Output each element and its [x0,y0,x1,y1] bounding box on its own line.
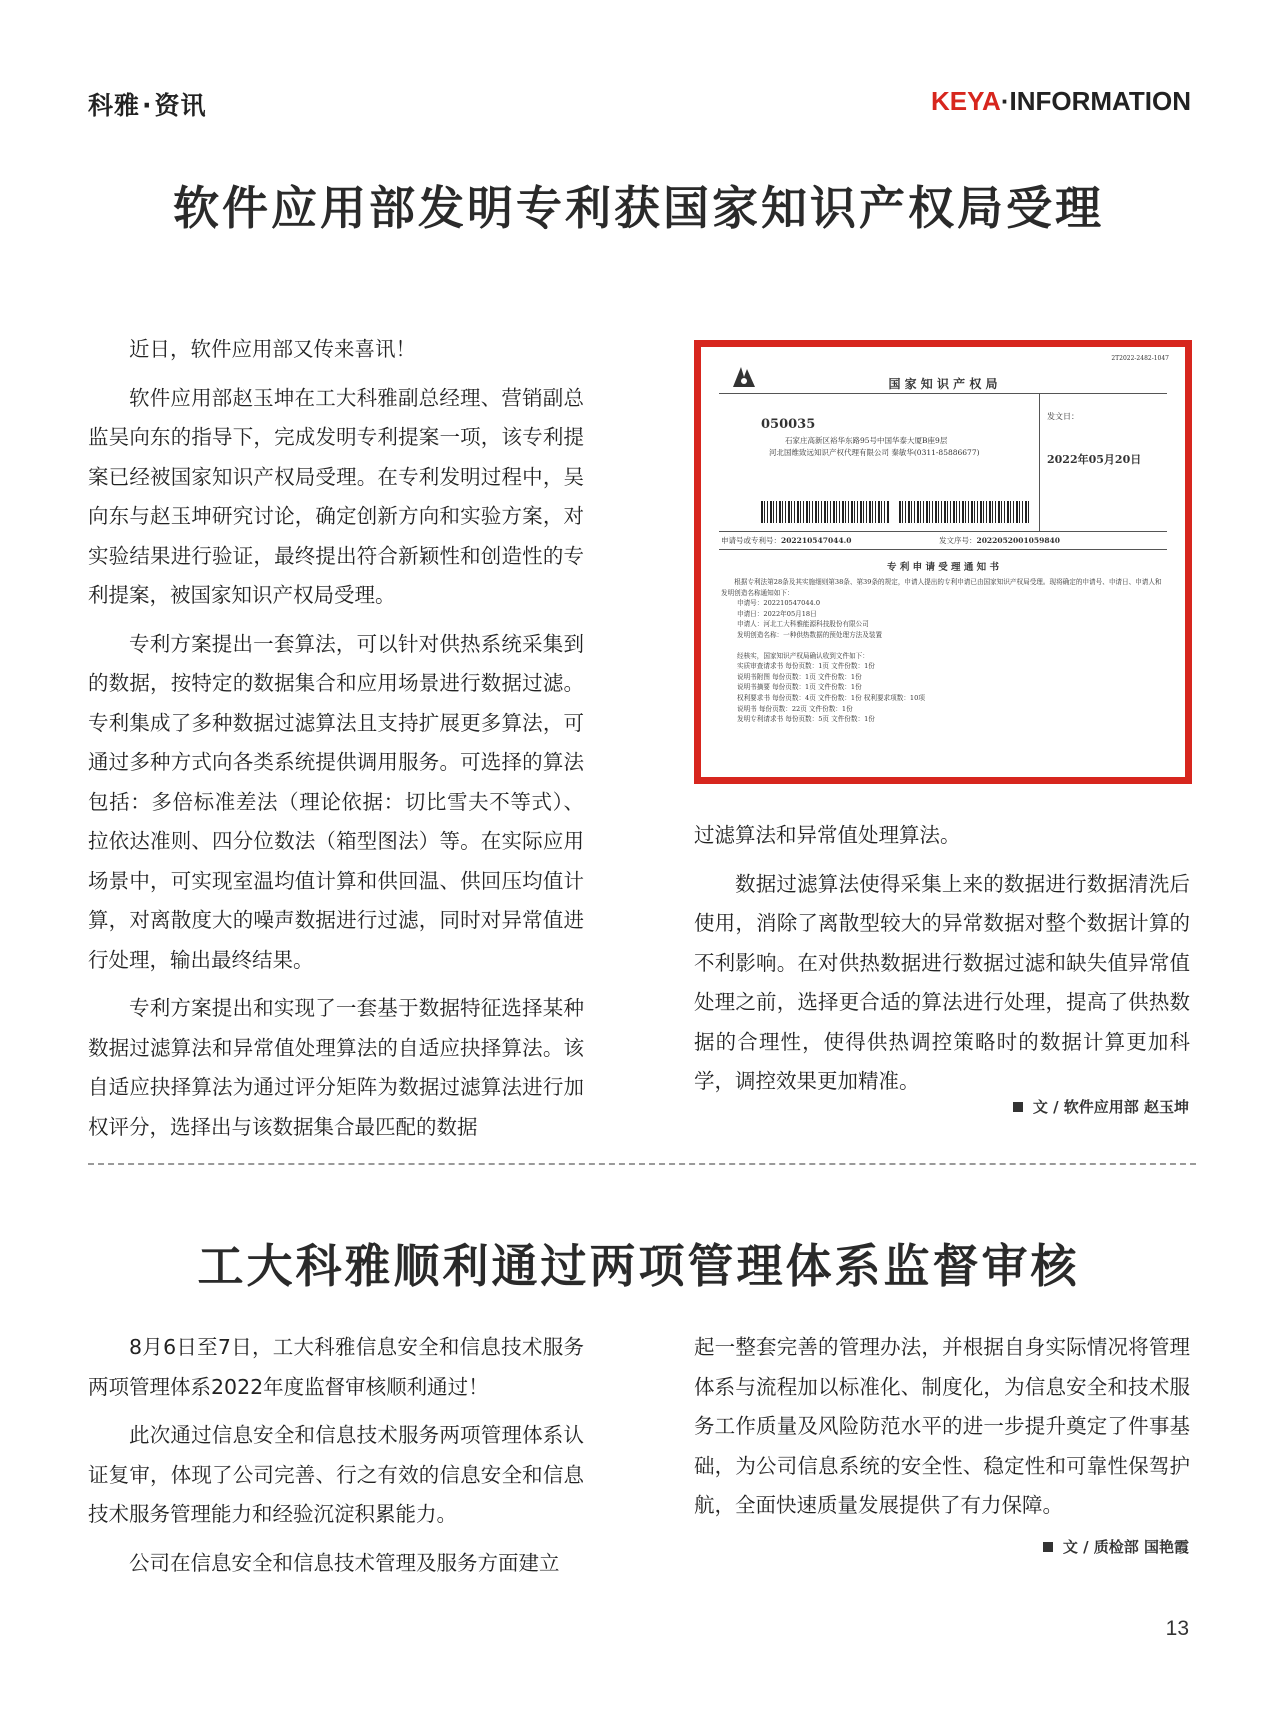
notice-line: 申请人：河北工大科雅能源科技股份有限公司 [737,620,869,629]
article1-right-column [694,816,1190,1102]
article2-byline [1043,1536,1189,1557]
header-dot-en: · [1000,86,1010,116]
article2-title: 工大科雅顺利通过两项管理体系监督审核 [197,1239,1080,1293]
paragraph: 过滤算法和异常值处理算法。 [694,823,961,847]
article1-byline [1013,1096,1189,1117]
agency: 河北国维致远知识产权代理有限公司 秦敏华(0311-85886677) [769,448,980,457]
serial-label: 发文序号： [939,536,977,545]
header-brand: 科雅 [88,91,141,120]
paragraph: 专利方案提出和实现了一套基于数据特征选择某种数据过滤算法和异常值处理算法的自适应抉择算法。该自适应抉择算法为通过评分矩阵为数据过滤算法进行加权评分，选择出与该数据集合最匹配的数据 [88,996,584,1139]
serial: 2022052001059840 [976,536,1060,545]
notice-line: 根据专利法第28条及其实施细则第38条、第39条的规定，申请人提出的专利申请已由国家知识产权局受理。现将确定的申请号、申请日、申请人和发明创造名称通知如下： [721,578,1162,597]
paragraph: 公司在信息安全和信息技术管理及服务方面建立 [129,1550,560,1575]
paragraph: 数据过滤算法使得采集上来的数据进行数据清洗后使用，消除了离散型较大的异常数据对整个数据计算的不利影响。在对供热数据进行数据过滤和缺失值异常值处理之前，选择更合适的算法进行处理，提高了供热数据的合理性，使得供热调控策略时的数据计算更加科学，调控效果更加精准。 [694,871,1190,1093]
header-section: 资讯 [154,91,207,120]
issue-label: 发文日： [1047,412,1079,421]
paragraph: 软件应用部赵玉坤在工大科雅副总经理、营销副总监吴向东的指导下，完成发明专利提案一项，该专利提案已经被国家知识产权局受理。在专利发明过程中，吴向东与赵玉坤研究讨论，确定创新方向和实验方案，对实验结果进行验证，最终提出符合新颖性和创造性的专利提案，被国家知识产权局受理。 [88,385,584,607]
barcode-icon [761,501,889,523]
bullet-square-icon [1013,1102,1023,1112]
paragraph: 此次通过信息安全和信息技术服务两项管理体系认证复审，体现了公司完善、行之有效的信息安全和信息技术服务管理能力和经验沉淀积累能力。 [88,1423,584,1526]
bullet-square-icon [1043,1542,1053,1552]
app-no-row [721,535,851,546]
app-no-label: 申请号或专利号： [721,536,781,545]
paragraph: 专利方案提出一套算法，可以针对供热系统采集到的数据，按特定的数据集合和应用场景进行数据过滤。专利集成了多种数据过滤算法且支持扩展更多算法，可通过多种方式向各类系统提供调用服务。可选择的算法包括：多倍标准差法（理论依据：切比雪夫不等式）、拉依达准则、四分位数法（箱型图法）等。在实际应用场景中，可实现室温均值计算和供回温、供回压均值计算，对离散度大的噪声数据进行过滤，同时对异常值进行处理，输出最终结果。 [88,631,584,972]
paragraph: 起一整套完善的管理办法，并根据自身实际情况将管理体系与流程加以标准化、制度化，为信息安全和技术服务工作质量及风险防范水平的进一步提升奠定了件事基础，为公司信息系统的安全性、稳定性和可靠性保驾护航，全面快速质量发展提供了有力保障。 [694,1335,1190,1517]
page-number: 13 [1165,1617,1189,1640]
notice-body [721,577,1165,725]
doc-code: 2T2022-2482-1047 [1111,355,1169,362]
postal-code: 050035 [761,417,816,432]
barcode-icon [899,501,1029,523]
section-divider [88,1163,1196,1165]
article2-left-column [88,1328,584,1583]
article2-right-column [694,1328,1190,1526]
paragraph: 近日，软件应用部又传来喜讯！ [129,337,416,361]
header-left [88,86,207,122]
issue-date: 2022年05月20日 [1047,453,1142,466]
article1-left-column [88,330,584,1147]
header-section-en: INFORMATION [1009,86,1191,116]
byline-text: 文 / 质检部 国艳霞 [1062,1538,1189,1556]
notice-line: 权利要求书 每份页数：4页 文件份数：1份 权利要求项数：10项 [737,693,925,702]
header-brand-en: KEYA [930,86,1001,116]
serial-row [939,535,1060,546]
notice-line: 发明专利请求书 每份页数：5页 文件份数：1份 [737,715,875,724]
notice-line: 说明书摘要 每份页数：1页 文件份数：1份 [737,683,862,692]
notice-line: 发明创造名称：一种供热数据的预处理方法及装置 [737,630,883,639]
notice-line: 经核实，国家知识产权局确认收到文件如下： [737,651,869,660]
header-dot: · [142,91,153,120]
patent-notice-image [694,340,1192,784]
address: 石家庄高新区裕华东路95号中国华泰大厦B座9层 [785,436,948,445]
office-name: 国 家 知 识 产 权 局 [888,377,998,391]
notice-line: 说明书附图 每份页数：1页 文件份数：1份 [737,672,862,681]
header-right [931,86,1191,117]
byline-text: 文 / 软件应用部 赵玉坤 [1032,1098,1189,1116]
notice-line: 说明书 每份页数：22页 文件份数：1份 [737,704,853,713]
notice-line: 申请号：202210547044.0 [737,599,821,608]
notice-line: 实质审查请求书 每份页数：1页 文件份数：1份 [737,662,875,671]
patent-notice [713,355,1173,769]
article1-title: 软件应用部发明专利获国家知识产权局受理 [173,181,1104,235]
paragraph: 8月6日至7日，工大科雅信息安全和信息技术服务两项管理体系2022年度监督审核顺利通过！ [88,1335,584,1399]
notice-title: 专 利 申 请 受 理 通 知 书 [887,562,999,573]
app-no: 202210547044.0 [781,536,852,545]
notice-line: 申请日：2022年05月18日 [737,609,817,618]
